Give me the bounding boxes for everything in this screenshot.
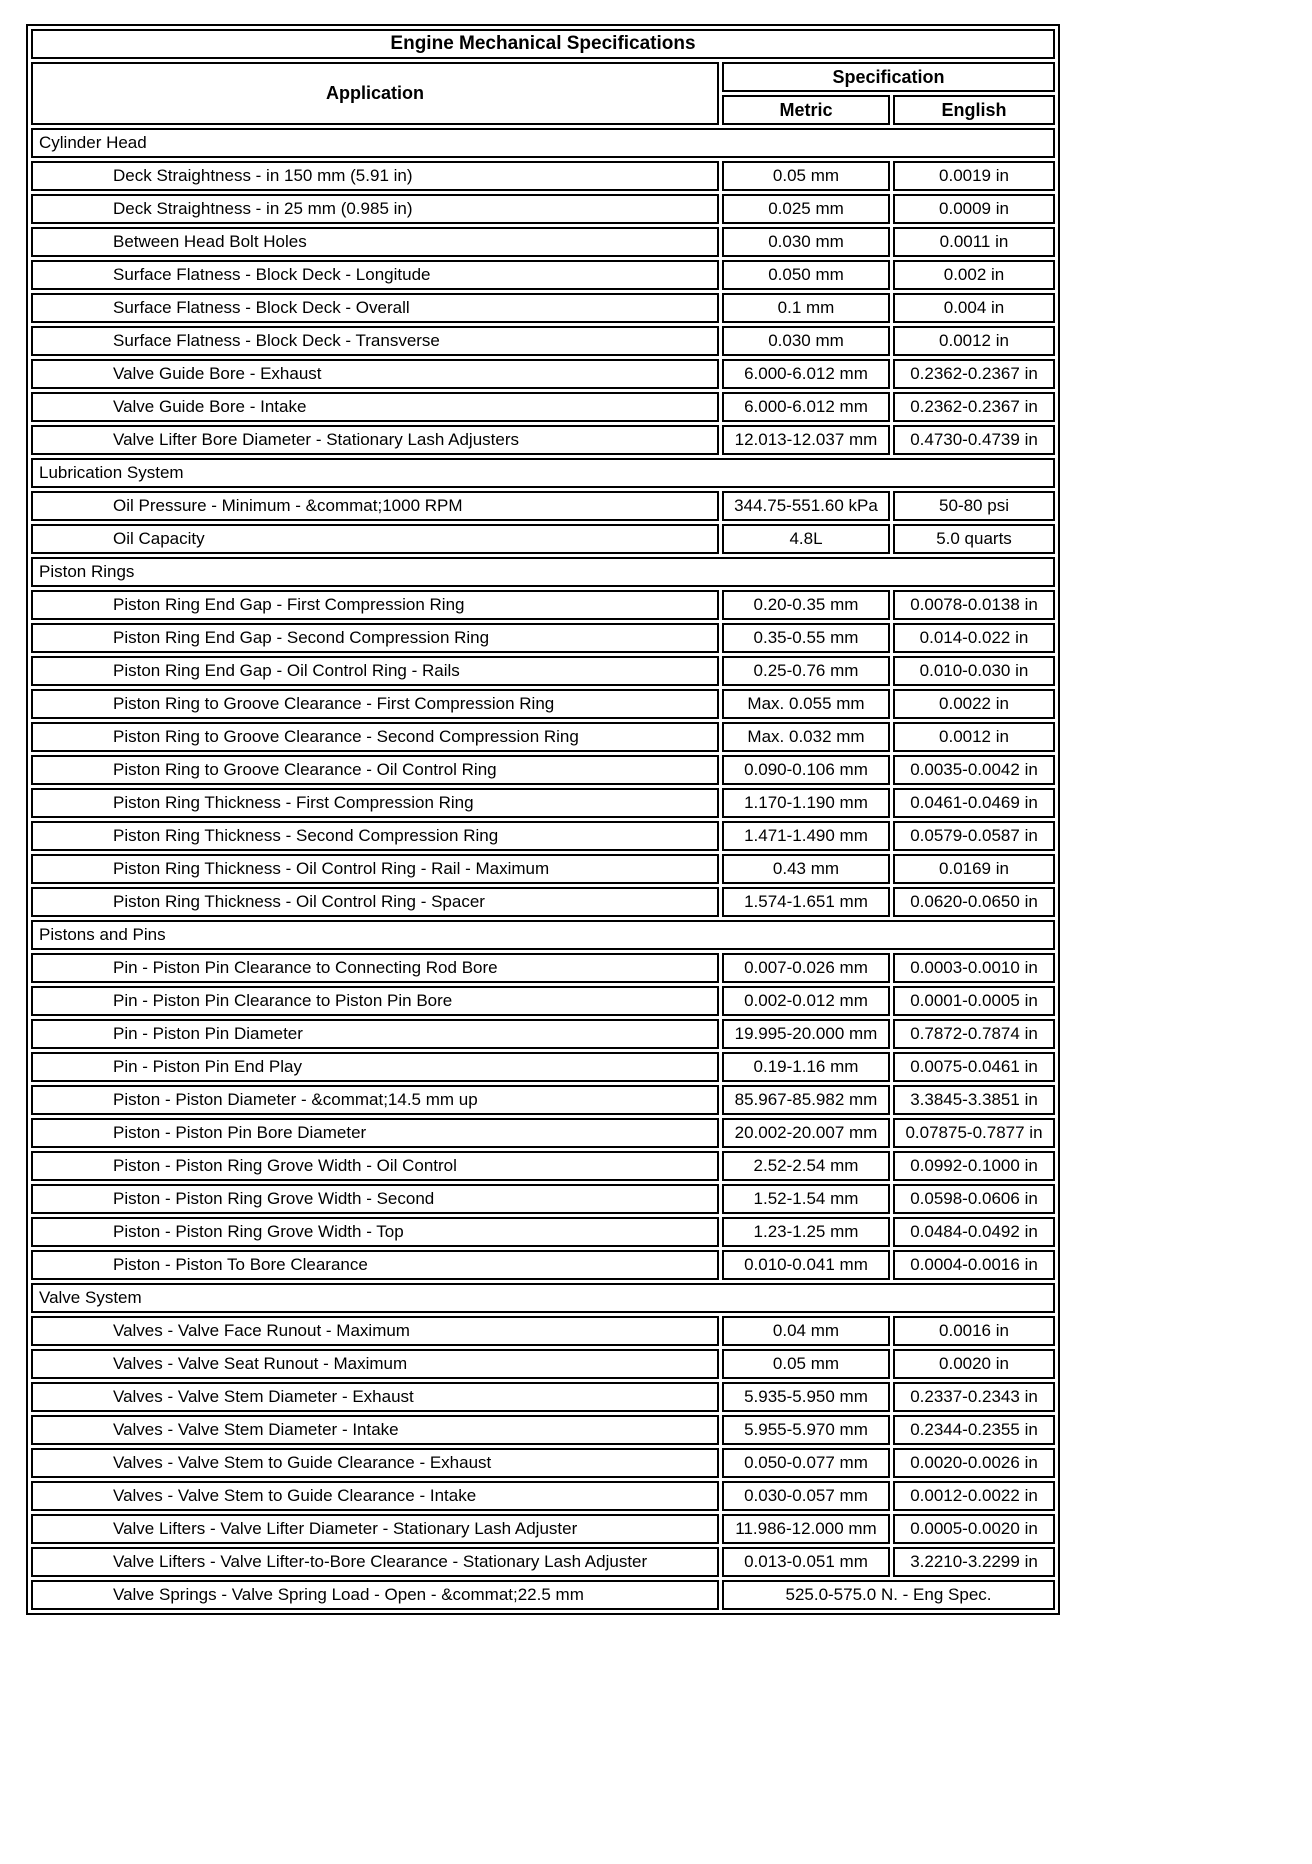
metric-value-cell: 0.19-1.16 mm (722, 1052, 890, 1082)
english-value-cell: 3.3845-3.3851 in (893, 1085, 1055, 1115)
english-value-cell: 0.014-0.022 in (893, 623, 1055, 653)
english-value-cell: 0.2337-0.2343 in (893, 1382, 1055, 1412)
metric-value-cell: 1.574-1.651 mm (722, 887, 890, 917)
section-header-row (31, 557, 1055, 587)
table-row (31, 1217, 1055, 1247)
metric-value-cell: 0.030 mm (722, 326, 890, 356)
metric-value-cell: 0.002-0.012 mm (722, 986, 890, 1016)
application-cell: Valve Guide Bore - Intake (31, 392, 719, 422)
table-row (31, 1415, 1055, 1445)
application-cell: Piston Ring Thickness - Oil Control Ring - Spacer (31, 887, 719, 917)
application-cell: Pin - Piston Pin End Play (31, 1052, 719, 1082)
english-value-cell: 0.0579-0.0587 in (893, 821, 1055, 851)
metric-value-cell: 0.25-0.76 mm (722, 656, 890, 686)
english-value-cell: 0.4730-0.4739 in (893, 425, 1055, 455)
application-cell: Piston Ring to Groove Clearance - Second Compression Ring (31, 722, 719, 752)
table-row (31, 1547, 1055, 1577)
application-cell: Deck Straightness - in 150 mm (5.91 in) (31, 161, 719, 191)
section-header: Lubrication System (31, 458, 1055, 488)
english-value-cell: 0.7872-0.7874 in (893, 1019, 1055, 1049)
table-row (31, 623, 1055, 653)
english-value-cell: 0.0005-0.0020 in (893, 1514, 1055, 1544)
header-row-1 (31, 62, 1055, 92)
metric-value-cell: 0.20-0.35 mm (722, 590, 890, 620)
application-cell: Valves - Valve Stem Diameter - Exhaust (31, 1382, 719, 1412)
table-row (31, 194, 1055, 224)
application-cell: Surface Flatness - Block Deck - Overall (31, 293, 719, 323)
section-header: Cylinder Head (31, 128, 1055, 158)
metric-value-cell: 11.986-12.000 mm (722, 1514, 890, 1544)
metric-value-cell: 0.35-0.55 mm (722, 623, 890, 653)
metric-value-cell: 0.030-0.057 mm (722, 1481, 890, 1511)
table-row (31, 953, 1055, 983)
metric-value-cell: 0.013-0.051 mm (722, 1547, 890, 1577)
table-row (31, 392, 1055, 422)
application-cell: Piston Ring Thickness - First Compression Ring (31, 788, 719, 818)
application-cell: Surface Flatness - Block Deck - Transverse (31, 326, 719, 356)
english-value-cell: 0.0012 in (893, 326, 1055, 356)
table-row (31, 1316, 1055, 1346)
application-cell: Piston Ring to Groove Clearance - Oil Control Ring (31, 755, 719, 785)
merged-spec-cell: 525.0-575.0 N. - Eng Spec. (722, 1580, 1055, 1610)
table-row (31, 1118, 1055, 1148)
application-cell: Valves - Valve Stem to Guide Clearance - Exhaust (31, 1448, 719, 1478)
application-cell: Pin - Piston Pin Diameter (31, 1019, 719, 1049)
application-cell: Piston Ring End Gap - Oil Control Ring - Rails (31, 656, 719, 686)
page-title: Engine Mechanical Specifications (31, 29, 1055, 59)
section-header: Pistons and Pins (31, 920, 1055, 950)
application-cell: Oil Capacity (31, 524, 719, 554)
english-value-cell: 0.004 in (893, 293, 1055, 323)
application-cell: Piston - Piston To Bore Clearance (31, 1250, 719, 1280)
application-cell: Surface Flatness - Block Deck - Longitude (31, 260, 719, 290)
spec-table-body (31, 128, 1055, 1610)
table-row (31, 1514, 1055, 1544)
english-value-cell: 0.2362-0.2367 in (893, 392, 1055, 422)
metric-value-cell: 20.002-20.007 mm (722, 1118, 890, 1148)
table-row (31, 425, 1055, 455)
table-row (31, 293, 1055, 323)
english-value-cell: 0.0992-0.1000 in (893, 1151, 1055, 1181)
english-value-cell: 0.2344-0.2355 in (893, 1415, 1055, 1445)
application-cell: Valve Springs - Valve Spring Load - Open - &commat;22.5 mm (31, 1580, 719, 1610)
application-cell: Piston - Piston Ring Grove Width - Second (31, 1184, 719, 1214)
metric-value-cell: 1.52-1.54 mm (722, 1184, 890, 1214)
table-row (31, 689, 1055, 719)
english-value-cell: 0.0075-0.0461 in (893, 1052, 1055, 1082)
table-row (31, 854, 1055, 884)
metric-value-cell: 85.967-85.982 mm (722, 1085, 890, 1115)
application-cell: Piston - Piston Ring Grove Width - Oil Control (31, 1151, 719, 1181)
english-value-cell: 5.0 quarts (893, 524, 1055, 554)
english-value-cell: 0.0484-0.0492 in (893, 1217, 1055, 1247)
table-row (31, 1580, 1055, 1610)
metric-value-cell: 0.43 mm (722, 854, 890, 884)
table-row (31, 1250, 1055, 1280)
table-row (31, 1448, 1055, 1478)
metric-value-cell: 12.013-12.037 mm (722, 425, 890, 455)
section-header: Piston Rings (31, 557, 1055, 587)
metric-value-cell: 344.75-551.60 kPa (722, 491, 890, 521)
english-value-cell: 0.0020-0.0026 in (893, 1448, 1055, 1478)
table-row (31, 788, 1055, 818)
table-row (31, 1481, 1055, 1511)
english-value-cell: 0.0461-0.0469 in (893, 788, 1055, 818)
engine-specs-table (26, 24, 1060, 1615)
english-value-cell: 3.2210-3.2299 in (893, 1547, 1055, 1577)
metric-value-cell: 2.52-2.54 mm (722, 1151, 890, 1181)
metric-value-cell: 0.1 mm (722, 293, 890, 323)
table-row (31, 1349, 1055, 1379)
application-cell: Piston - Piston Pin Bore Diameter (31, 1118, 719, 1148)
application-cell: Valves - Valve Stem to Guide Clearance - Intake (31, 1481, 719, 1511)
specification-column-header: Specification (722, 62, 1055, 92)
english-value-cell: 0.2362-0.2367 in (893, 359, 1055, 389)
table-row (31, 227, 1055, 257)
english-value-cell: 50-80 psi (893, 491, 1055, 521)
application-cell: Pin - Piston Pin Clearance to Piston Pin Bore (31, 986, 719, 1016)
metric-value-cell: 0.010-0.041 mm (722, 1250, 890, 1280)
metric-value-cell: 1.471-1.490 mm (722, 821, 890, 851)
application-cell: Valves - Valve Face Runout - Maximum (31, 1316, 719, 1346)
application-cell: Piston - Piston Diameter - &commat;14.5 mm up (31, 1085, 719, 1115)
metric-value-cell: 0.030 mm (722, 227, 890, 257)
english-value-cell: 0.0035-0.0042 in (893, 755, 1055, 785)
metric-value-cell: 0.05 mm (722, 161, 890, 191)
english-value-cell: 0.0003-0.0010 in (893, 953, 1055, 983)
section-header: Valve System (31, 1283, 1055, 1313)
english-value-cell: 0.0620-0.0650 in (893, 887, 1055, 917)
english-value-cell: 0.0001-0.0005 in (893, 986, 1055, 1016)
title-row (31, 29, 1055, 59)
table-row (31, 260, 1055, 290)
table-row (31, 1019, 1055, 1049)
table-row (31, 1184, 1055, 1214)
table-row (31, 887, 1055, 917)
metric-value-cell: 0.090-0.106 mm (722, 755, 890, 785)
english-value-cell: 0.0009 in (893, 194, 1055, 224)
english-value-cell: 0.0020 in (893, 1349, 1055, 1379)
metric-value-cell: 0.025 mm (722, 194, 890, 224)
english-value-cell: 0.0019 in (893, 161, 1055, 191)
metric-value-cell: 5.955-5.970 mm (722, 1415, 890, 1445)
table-row (31, 722, 1055, 752)
table-row (31, 359, 1055, 389)
metric-value-cell: 1.23-1.25 mm (722, 1217, 890, 1247)
english-value-cell: 0.0011 in (893, 227, 1055, 257)
application-cell: Piston Ring Thickness - Oil Control Ring - Rail - Maximum (31, 854, 719, 884)
application-cell: Valves - Valve Seat Runout - Maximum (31, 1349, 719, 1379)
metric-value-cell: 0.050-0.077 mm (722, 1448, 890, 1478)
english-value-cell: 0.07875-0.7877 in (893, 1118, 1055, 1148)
english-value-cell: 0.0078-0.0138 in (893, 590, 1055, 620)
english-value-cell: 0.010-0.030 in (893, 656, 1055, 686)
english-value-cell: 0.0598-0.0606 in (893, 1184, 1055, 1214)
metric-value-cell: 5.935-5.950 mm (722, 1382, 890, 1412)
metric-value-cell: Max. 0.032 mm (722, 722, 890, 752)
table-row (31, 1151, 1055, 1181)
table-row (31, 1085, 1055, 1115)
english-value-cell: 0.0012-0.0022 in (893, 1481, 1055, 1511)
metric-value-cell: 1.170-1.190 mm (722, 788, 890, 818)
english-value-cell: 0.0012 in (893, 722, 1055, 752)
application-cell: Piston Ring Thickness - Second Compression Ring (31, 821, 719, 851)
english-value-cell: 0.002 in (893, 260, 1055, 290)
metric-value-cell: 0.050 mm (722, 260, 890, 290)
application-cell: Piston Ring End Gap - First Compression Ring (31, 590, 719, 620)
english-value-cell: 0.0004-0.0016 in (893, 1250, 1055, 1280)
table-row (31, 590, 1055, 620)
table-row (31, 1382, 1055, 1412)
application-column-header: Application (31, 62, 719, 125)
table-row (31, 656, 1055, 686)
application-cell: Oil Pressure - Minimum - &commat;1000 RPM (31, 491, 719, 521)
section-header-row (31, 1283, 1055, 1313)
table-row (31, 821, 1055, 851)
table-row (31, 1052, 1055, 1082)
application-cell: Valves - Valve Stem Diameter - Intake (31, 1415, 719, 1445)
english-value-cell: 0.0022 in (893, 689, 1055, 719)
application-cell: Pin - Piston Pin Clearance to Connecting Rod Bore (31, 953, 719, 983)
metric-value-cell: 4.8L (722, 524, 890, 554)
table-row (31, 524, 1055, 554)
application-cell: Between Head Bolt Holes (31, 227, 719, 257)
table-row (31, 986, 1055, 1016)
section-header-row (31, 128, 1055, 158)
english-column-header: English (893, 95, 1055, 125)
metric-column-header: Metric (722, 95, 890, 125)
table-row (31, 491, 1055, 521)
application-cell: Deck Straightness - in 25 mm (0.985 in) (31, 194, 719, 224)
metric-value-cell: 0.04 mm (722, 1316, 890, 1346)
table-row (31, 326, 1055, 356)
application-cell: Valve Lifters - Valve Lifter-to-Bore Clearance - Stationary Lash Adjuster (31, 1547, 719, 1577)
metric-value-cell: 6.000-6.012 mm (722, 359, 890, 389)
metric-value-cell: 19.995-20.000 mm (722, 1019, 890, 1049)
table-row (31, 755, 1055, 785)
application-cell: Piston Ring to Groove Clearance - First Compression Ring (31, 689, 719, 719)
section-header-row (31, 458, 1055, 488)
application-cell: Valve Guide Bore - Exhaust (31, 359, 719, 389)
application-cell: Piston - Piston Ring Grove Width - Top (31, 1217, 719, 1247)
english-value-cell: 0.0016 in (893, 1316, 1055, 1346)
english-value-cell: 0.0169 in (893, 854, 1055, 884)
application-cell: Valve Lifter Bore Diameter - Stationary Lash Adjusters (31, 425, 719, 455)
metric-value-cell: Max. 0.055 mm (722, 689, 890, 719)
metric-value-cell: 0.05 mm (722, 1349, 890, 1379)
application-cell: Valve Lifters - Valve Lifter Diameter - Stationary Lash Adjuster (31, 1514, 719, 1544)
metric-value-cell: 6.000-6.012 mm (722, 392, 890, 422)
metric-value-cell: 0.007-0.026 mm (722, 953, 890, 983)
section-header-row (31, 920, 1055, 950)
application-cell: Piston Ring End Gap - Second Compression Ring (31, 623, 719, 653)
table-row (31, 161, 1055, 191)
